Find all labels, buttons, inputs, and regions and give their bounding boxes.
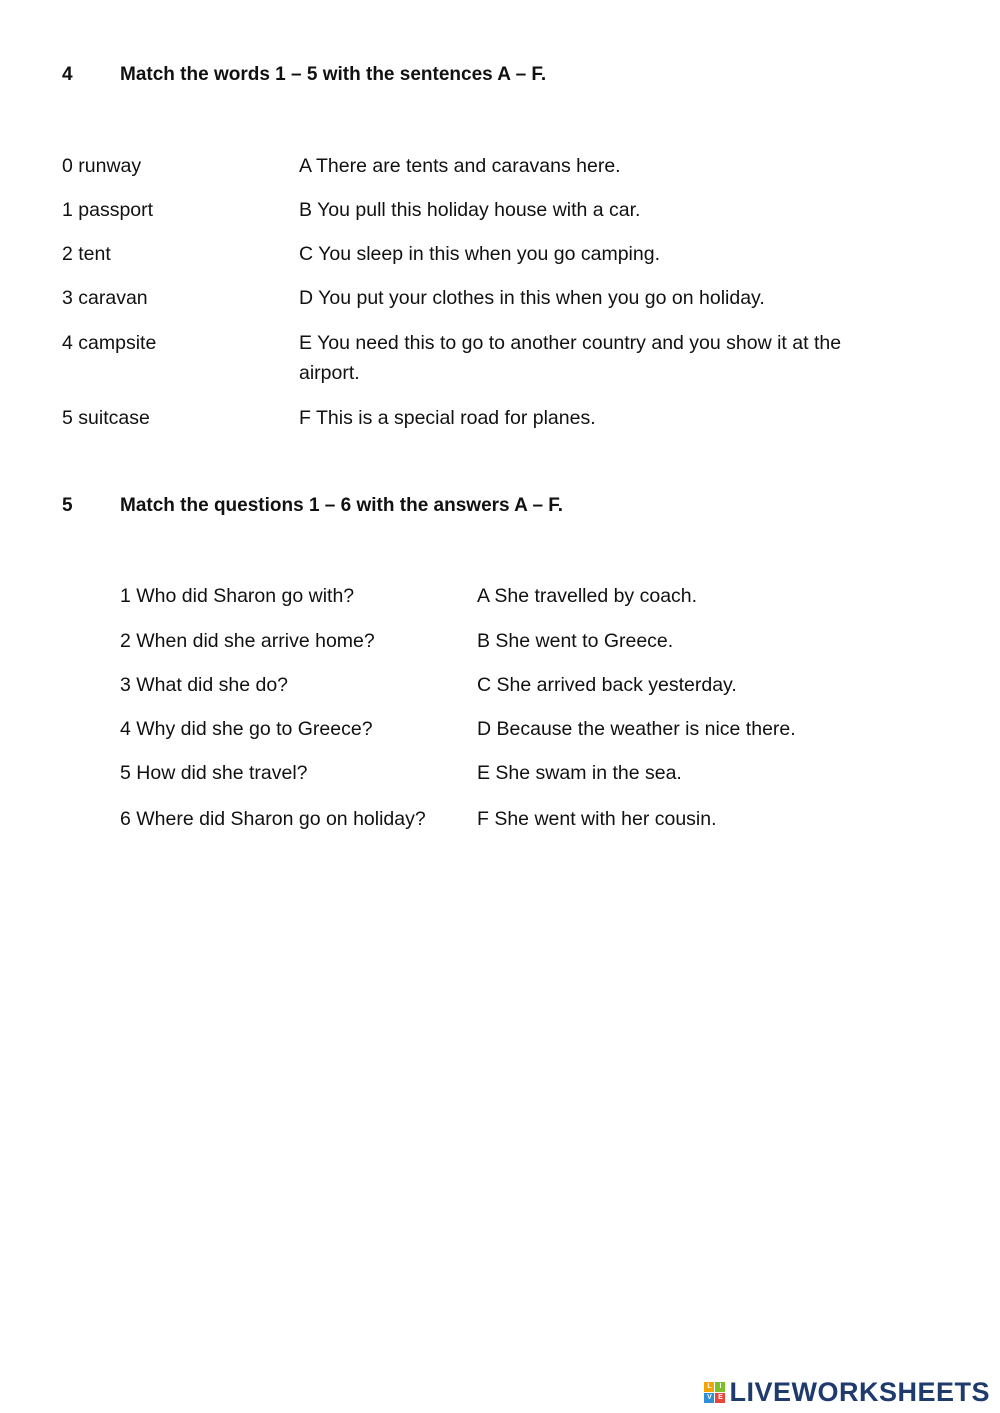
logo-tile: L: [704, 1382, 714, 1392]
word-item: 4 campsite: [62, 332, 157, 354]
section-4-heading: [62, 64, 546, 86]
sentence-item: D You put your clothes in this when you go on holiday.: [299, 287, 765, 309]
logo-tile: V: [704, 1393, 714, 1403]
word-item: 3 caravan: [62, 287, 148, 309]
answer-item: D Because the weather is nice there.: [477, 718, 796, 740]
question-item: 3 What did she do?: [120, 674, 289, 696]
section-5-heading: [62, 495, 563, 517]
question-item: 6 Where did Sharon go on holiday?: [120, 808, 426, 830]
question-item: 1 Who did Sharon go with?: [120, 585, 355, 607]
sentence-item: F This is a special road for planes.: [299, 407, 596, 429]
section-4-instruction: Match the words 1 – 5 with the sentences A – F.: [120, 64, 547, 85]
answer-item: E She swam in the sea.: [477, 762, 682, 784]
logo-tile: E: [715, 1393, 725, 1403]
logo-text: LIVEWORKSHEETS: [729, 1376, 990, 1407]
section-5-instruction: Match the questions 1 – 6 with the answers A – F.: [120, 495, 564, 516]
answer-item: A She travelled by coach.: [477, 585, 698, 607]
word-item: 2 tent: [62, 243, 111, 265]
liveworksheets-logo: [704, 1375, 990, 1409]
section-4-number: 4: [62, 64, 73, 85]
answer-item: B She went to Greece.: [477, 630, 674, 652]
question-item: 5 How did she travel?: [120, 762, 308, 784]
sentence-item: C You sleep in this when you go camping.: [299, 243, 660, 265]
logo-icon: [704, 1382, 725, 1403]
word-item: 1 passport: [62, 199, 154, 221]
logo-tile: I: [715, 1382, 725, 1392]
answer-item: F She went with her cousin.: [477, 808, 717, 830]
question-item: 2 When did she arrive home?: [120, 630, 375, 652]
sentence-item: A There are tents and caravans here.: [299, 155, 621, 177]
section-5-number: 5: [62, 495, 73, 516]
sentence-item: E You need this to go to another country and you show it at the airport.: [299, 332, 842, 384]
word-item: 5 suitcase: [62, 407, 150, 429]
word-item: 0 runway: [62, 155, 142, 177]
answer-item: C She arrived back yesterday.: [477, 674, 737, 696]
question-item: 4 Why did she go to Greece?: [120, 718, 373, 740]
sentence-item: B You pull this holiday house with a car.: [299, 199, 641, 221]
